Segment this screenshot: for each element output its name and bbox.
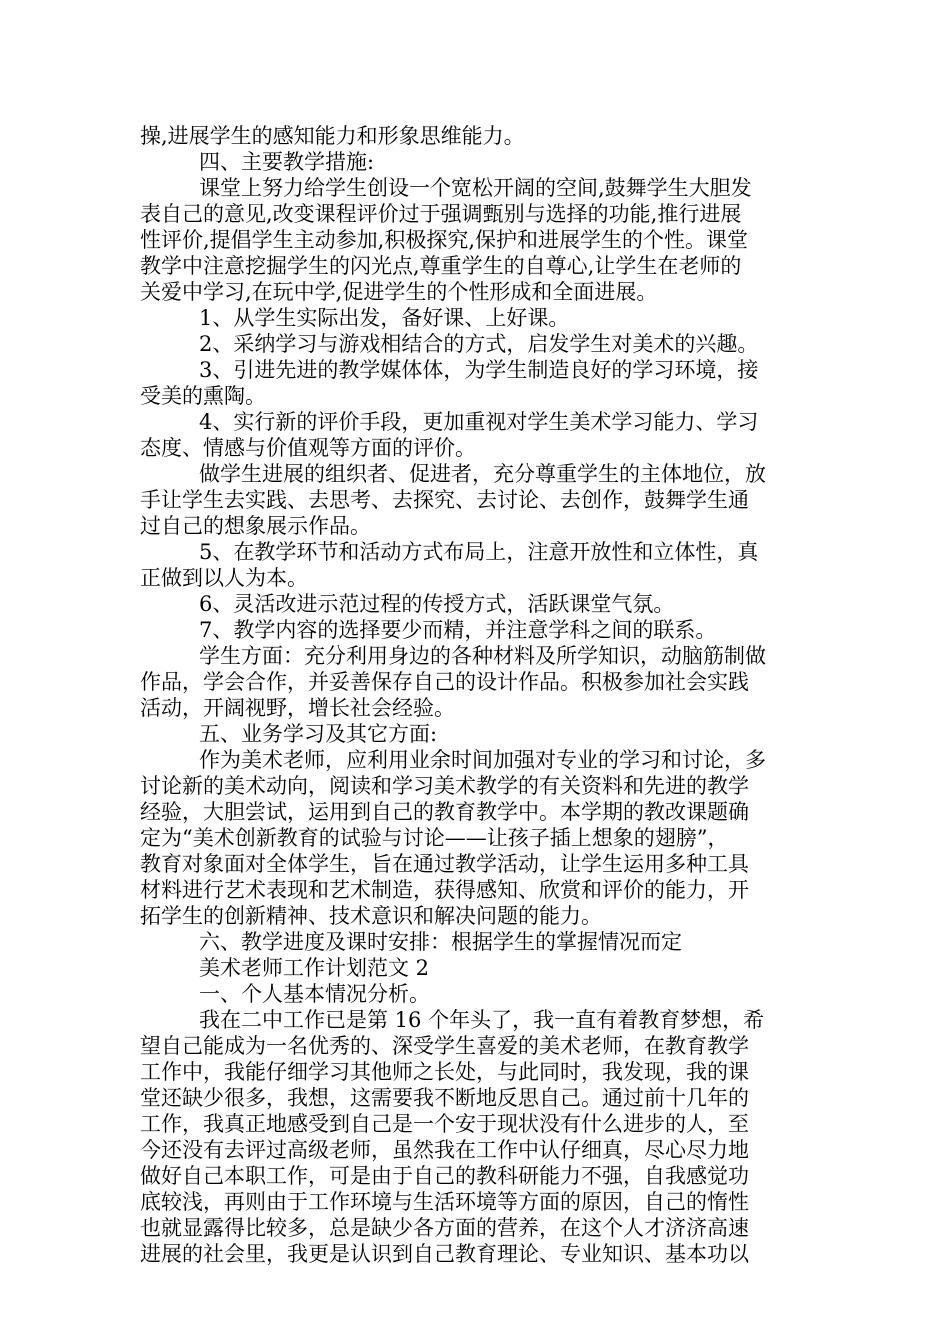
text-line: 我在二中工作已是第 16 个年头了，我一直有着教育梦想，希 [199,1008,765,1032]
text-line: 关爱中学习,在玩中学,促进学生的个性形成和全面进展。 [140,280,658,304]
text-line: 做学生进展的组织者、促进者，充分尊重学生的主体地位，放 [199,462,766,486]
text-line: 作为美术老师，应利用业余时间加强对专业的学习和讨论，多 [199,748,766,772]
text-line: 性评价,提倡学生主动参加,积极探究,保护和进展学生的个性。课堂 [140,228,749,252]
text-line: 学生方面：充分利用身边的各种材料及所学知识，动脑筋制做 [199,644,766,668]
text-line: 正做到以人为本。 [140,566,308,590]
text-line: 经验，大胆尝试，运用到自己的教育教学中。本学期的教改课题确 [140,800,749,824]
text-line: 作品，学会合作，并妥善保存自己的设计作品。积极参加社会实践 [140,670,749,694]
text-line: 态度、情感与价值观等方面的评价。 [140,436,476,460]
text-line: 工作中，我能仔细学习其他师之长处，与此同时，我发现，我的课 [140,1060,749,1084]
text-line: 今还没有去评过高级老师，虽然我在工作中认仔细真，尽心尽力地 [140,1138,749,1162]
section-heading: 四、主要教学措施: [199,150,375,174]
text-line: 拓学生的创新精神、技术意识和解决问题的能力。 [140,904,602,928]
list-item: 1、从学生实际出发，备好课、上好课。 [199,306,570,330]
text-line: 受美的熏陶。 [140,384,266,408]
text-line: 也就显露得比较多，总是缺少各方面的营养，在这个人才济济高速 [140,1216,749,1240]
text-line: 望自己能成为一名优秀的、深受学生喜爱的美术老师，在教育教学 [140,1034,749,1058]
list-item: 2、采纳学习与游戏相结合的方式，启发学生对美术的兴趣。 [199,332,759,356]
text-line: 工作，我真正地感受到自己是一个安于现状没有什么进步的人，至 [140,1112,749,1136]
text-line: 堂还缺少很多，我想，这需要我不断地反思自己。通过前十几年的 [140,1086,749,1110]
section-heading: 六、教学进度及课时安排：根据学生的掌握情况而定 [199,930,682,954]
text-line: 活动，开阔视野，增长社会经验。 [140,696,455,720]
text-line: 教学中注意挖掘学生的闪光点,尊重学生的自尊心,让学生在老师的 [140,254,742,278]
list-item: 7、教学内容的选择要少而精，并注意学科之间的联系。 [199,618,717,642]
text-line: 手让学生去实践、去思考、去探究、去讨论、去创作，鼓舞学生通 [140,488,749,512]
text-line: 教育对象面对全体学生，旨在通过教学活动，让学生运用多种工具 [140,852,749,876]
text-line: 定为“美术创新教育的试验与讨论——让孩子插上想象的翅膀”， [140,826,729,850]
list-item: 6、灵活改进示范过程的传授方式，活跃课堂气氛。 [199,592,675,616]
text-line: 底较浅，再则由于工作环境与生活环境等方面的原因，自己的惰性 [140,1190,749,1214]
section-heading: 一、个人基本情况分析。 [199,982,430,1006]
text-line: 做好自己本职工作，可是由于自己的教科研能力不强，自我感觉功 [140,1164,749,1188]
text-line: 课堂上努力给学生创设一个宽松开阔的空间,鼓舞学生大胆发 [199,176,752,200]
list-item: 5、在教学环节和活动方式布局上，注意开放性和立体性，真 [199,540,759,564]
text-line: 过自己的想象展示作品。 [140,514,371,538]
text-line: 操,进展学生的感知能力和形象思维能力。 [140,124,525,148]
list-item: 3、引进先进的教学媒体体，为学生制造良好的学习环境，接 [199,358,759,382]
document-subtitle: 美术老师工作计划范文 2 [199,956,430,980]
text-line: 讨论新的美术动向，阅读和学习美术教学的有关资料和先进的教学 [140,774,749,798]
section-heading: 五、业务学习及其它方面: [199,722,438,746]
text-line: 表自己的意见,改变课程评价过于强调甄别与选择的功能,推行进展 [140,202,742,226]
text-line: 材料进行艺术表现和艺术制造，获得感知、欣赏和评价的能力，开 [140,878,749,902]
list-item: 4、实行新的评价手段，更加重视对学生美术学习能力、学习 [199,410,759,434]
text-line: 进展的社会里，我更是认识到自己教育理论、专业知识、基本功以 [140,1242,749,1266]
